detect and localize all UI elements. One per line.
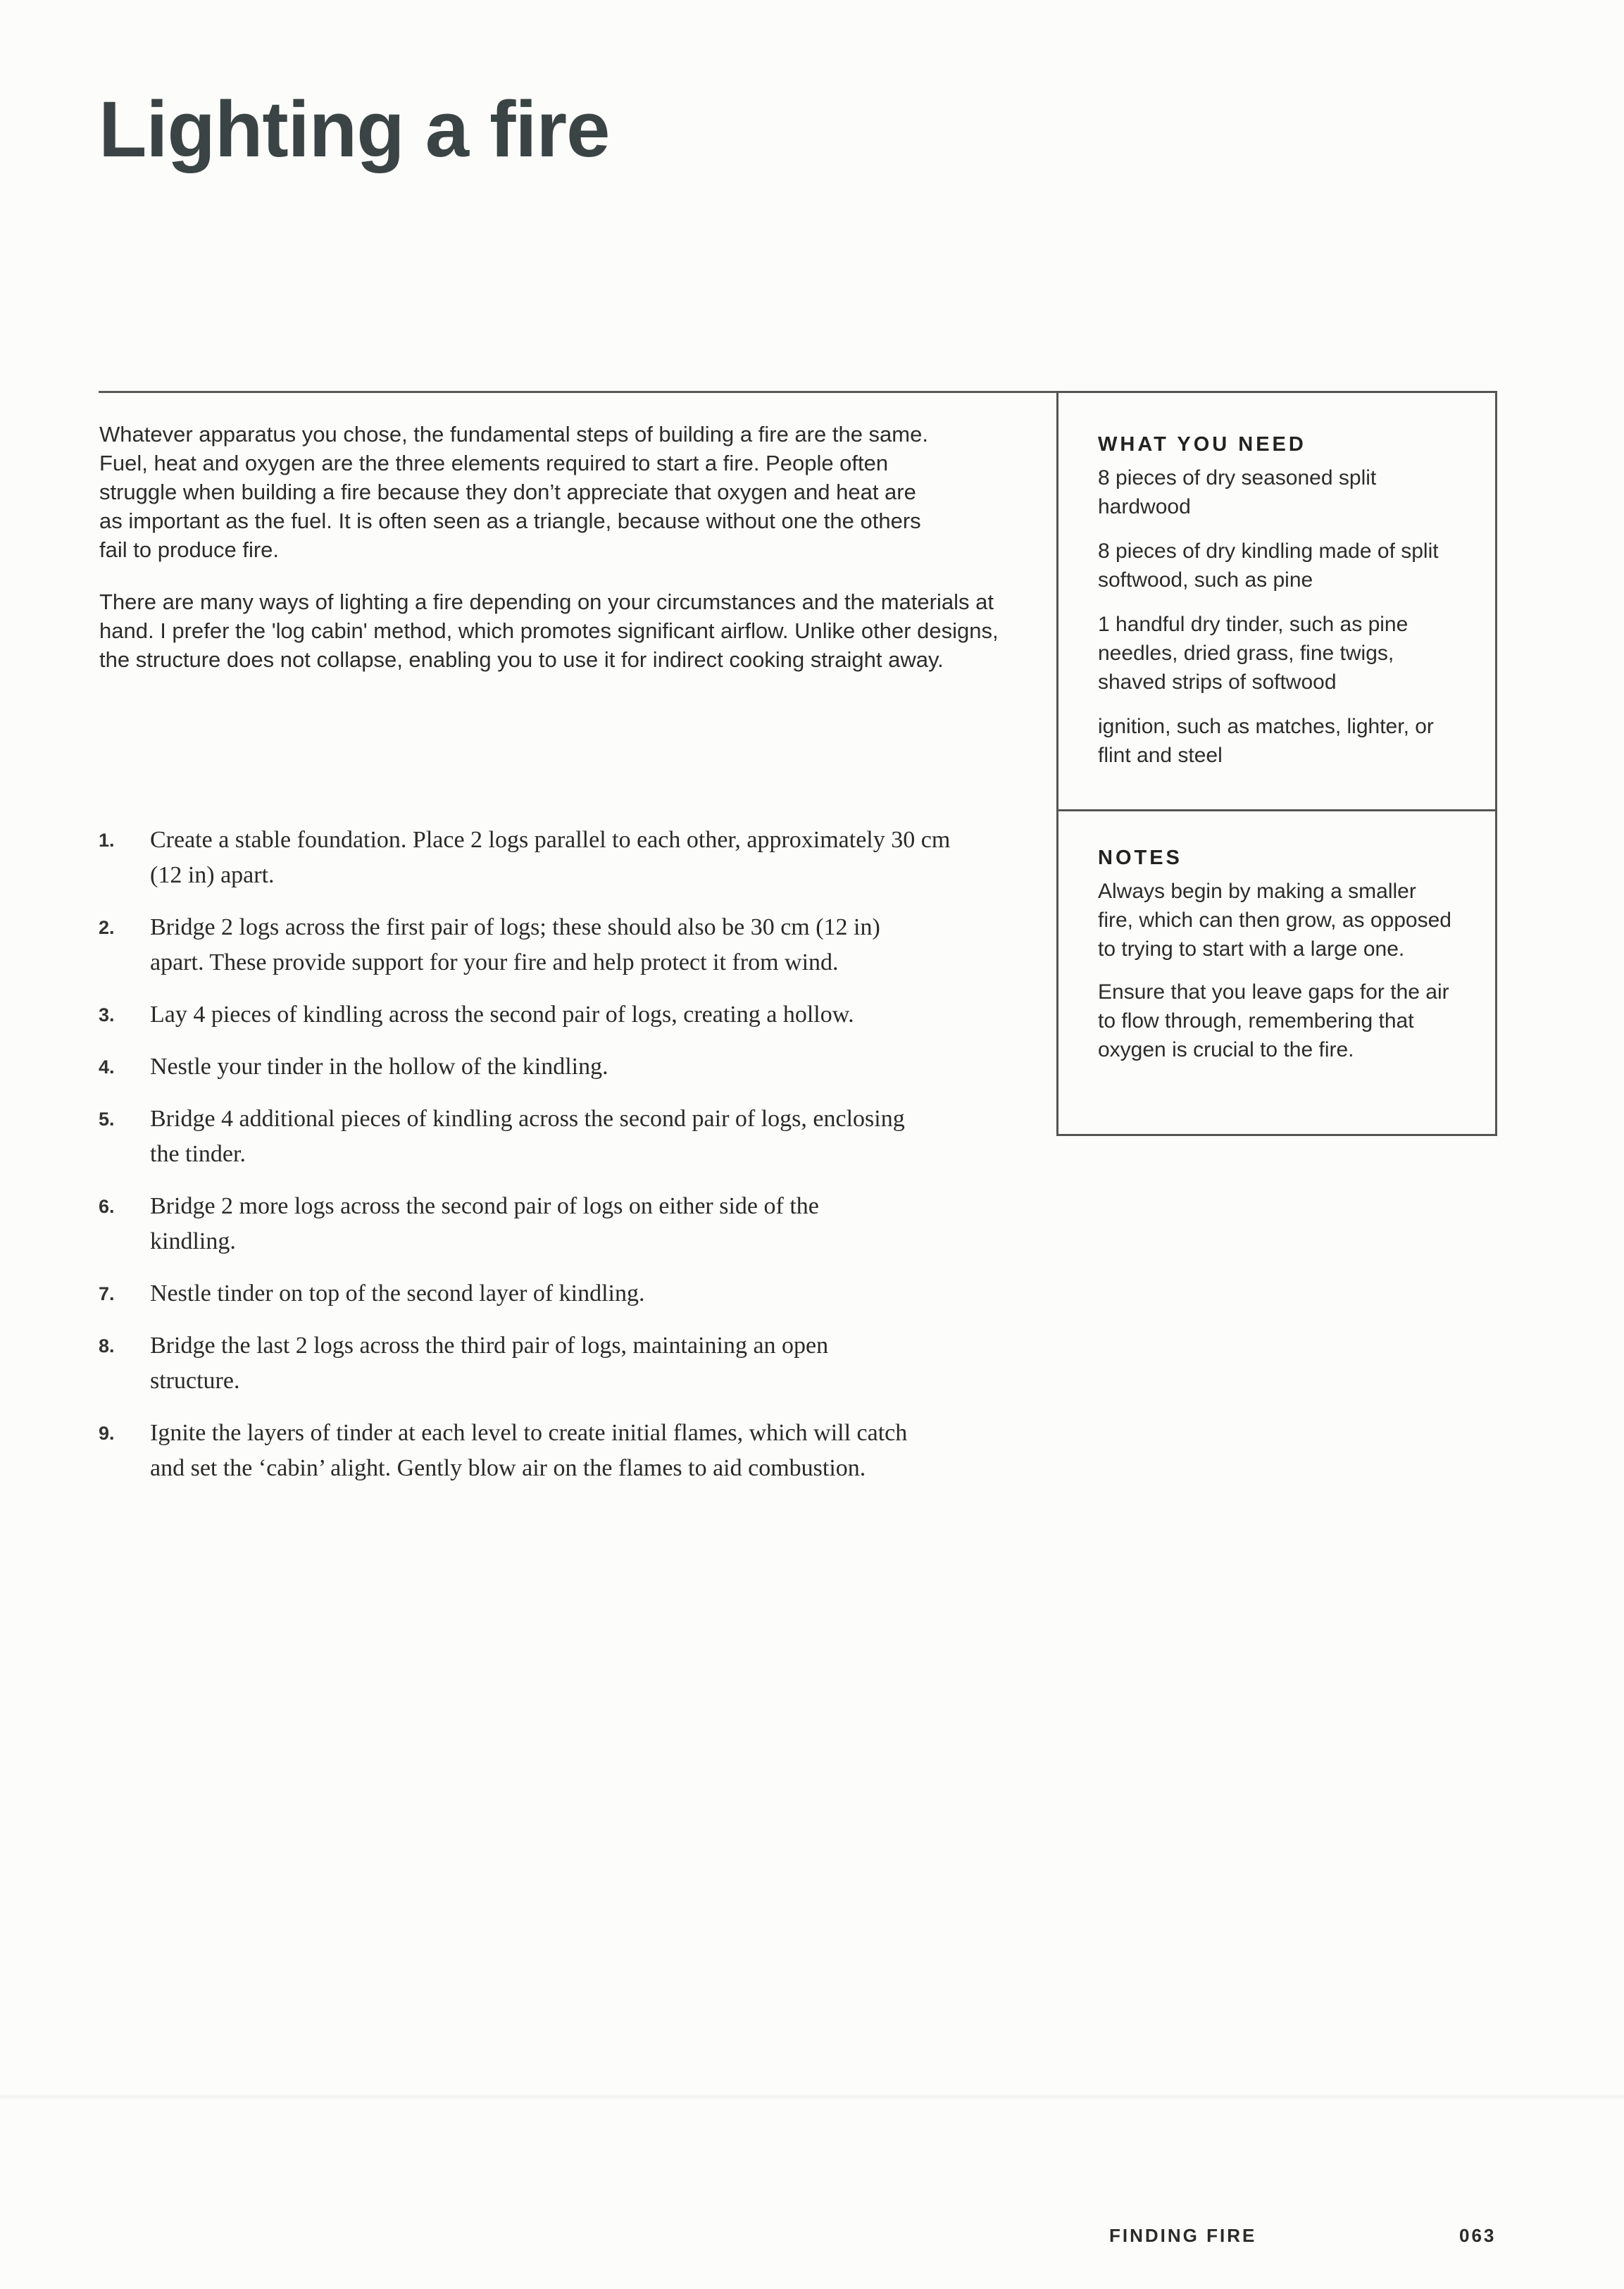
intro-text: [99, 420, 1015, 697]
step-number: 1.: [99, 830, 115, 851]
materials-item: 8 pieces of dry seasoned split hardwood: [1098, 466, 1377, 518]
steps-list: [99, 823, 993, 1503]
step-text: Bridge 2 more logs across the second pair of logs on either side of the kindling.: [150, 1193, 819, 1254]
step-number: 2.: [99, 917, 115, 938]
notes-section: [1058, 844, 1495, 1078]
what-you-need-section: [1058, 430, 1495, 785]
note-item: Always begin by making a smaller fire, which can then grow, as opposed to trying to start with a large one.: [1098, 880, 1451, 961]
step-item: [99, 1416, 993, 1486]
step-item: [99, 1189, 993, 1259]
intro-paragraph: There are many ways of lighting a fire depending on your circumstances and the materials at hand. I prefer the 'log cabin' method, which promotes significant airflow. Unlike other designs, the structure does not collapse, enabling you to use it for indirect cooking straight away.: [99, 590, 999, 672]
step-number: 9.: [99, 1423, 115, 1444]
step-item: [99, 1102, 993, 1172]
materials-item: ignition, such as matches, lighter, or flint and steel: [1098, 715, 1434, 767]
step-text: Bridge 4 additional pieces of kindling across the second pair of logs, enclosing the tinder.: [150, 1106, 905, 1167]
step-item: [99, 1276, 993, 1311]
footer-page-number: 063: [1459, 2225, 1497, 2246]
step-number: 5.: [99, 1109, 115, 1130]
header-rule: [99, 391, 1058, 393]
step-text: Nestle your tinder in the hollow of the kindling.: [150, 1054, 608, 1080]
step-number: 7.: [99, 1283, 115, 1304]
sidebox-divider: [1058, 809, 1495, 811]
page-title: Lighting a fire: [99, 85, 610, 173]
info-sidebox: [1056, 391, 1497, 1136]
step-number: 6.: [99, 1196, 115, 1217]
step-number: 8.: [99, 1335, 115, 1356]
materials-item: 8 pieces of dry kindling made of split softwood, such as pine: [1098, 539, 1439, 592]
what-you-need-heading: WHAT YOU NEED: [1098, 433, 1306, 456]
step-text: Bridge the last 2 logs across the third pair of logs, maintaining an open structure.: [150, 1333, 829, 1394]
intro-paragraph: Whatever apparatus you chose, the fundamental steps of building a fire are the same. Fuel, heat and oxygen are the three elements required to start a fire. People often struggle when building a fire because they don’t appreciate that oxygen and heat are as important as the fuel. It is often seen as a triangle, because without one the others fail to produce fire.: [99, 422, 928, 562]
step-text: Create a stable foundation. Place 2 logs parallel to each other, approximately 30 cm (12 in) apart.: [150, 827, 951, 888]
footer-section-title: FINDING FIRE: [1109, 2225, 1257, 2246]
note-item: Ensure that you leave gaps for the air to flow through, remembering that oxygen is crucial to the fire.: [1098, 980, 1449, 1061]
step-text: Nestle tinder on top of the second layer of kindling.: [150, 1280, 645, 1306]
step-text: Bridge 2 logs across the first pair of logs; these should also be 30 cm (12 in) apart. These provide support for your fire and help protect it from wind.: [150, 914, 880, 975]
step-number: 3.: [99, 1004, 115, 1025]
scan-artifact: [0, 2093, 1624, 2100]
step-item: [99, 823, 993, 893]
step-text: Ignite the layers of tinder at each level to create initial flames, which will catch and set the ‘cabin’ alight. Gently blow air on the flames to aid combustion.: [150, 1420, 908, 1481]
step-item: [99, 1049, 993, 1085]
step-item: [99, 910, 993, 980]
step-text: Lay 4 pieces of kindling across the second pair of logs, creating a hollow.: [150, 1002, 854, 1028]
notes-heading: NOTES: [1098, 847, 1182, 869]
step-item: [99, 997, 993, 1033]
step-number: 4.: [99, 1056, 115, 1078]
step-item: [99, 1328, 993, 1399]
materials-item: 1 handful dry tinder, such as pine needles, dried grass, fine twigs, shaved strips of softwood: [1098, 613, 1408, 694]
